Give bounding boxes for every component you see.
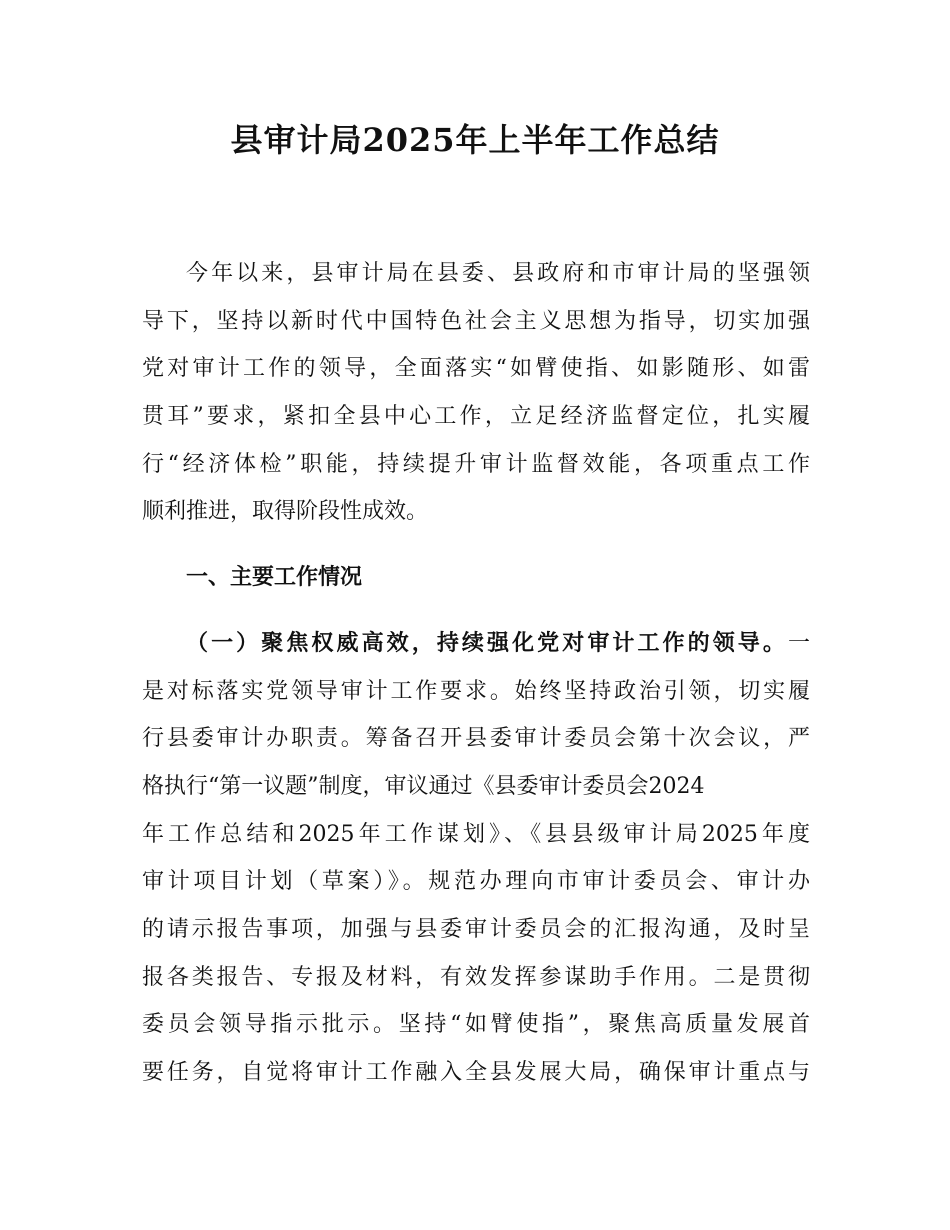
paragraph-line: 报各类报告、专报及材料，有效发挥参谋助手作用。二是贯彻	[142, 964, 810, 990]
paragraph-line	[142, 620, 810, 668]
paragraph-line: 党对审计工作的领导，全面落实“如臂使指、如影随形、如雷	[142, 356, 810, 382]
paragraph-line: 顺利推进，取得阶段性成效。	[142, 499, 429, 525]
document-body	[142, 250, 810, 1097]
paragraph-line: 行“经济体检”职能，持续提升审计监督效能，各项重点工作	[142, 451, 810, 477]
intro-paragraph	[142, 250, 810, 536]
document-title: 县审计局2025年上半年工作总结	[230, 121, 720, 159]
spacer	[142, 602, 810, 620]
paragraph-text: 一	[787, 630, 810, 656]
paragraph-line: 导下，坚持以新时代中国特色社会主义思想为指导，切实加强	[142, 308, 810, 334]
paragraph-line: 格执行“第一议题”制度，审议通过《县委审计委员会2024	[142, 773, 705, 799]
paragraph-line: 审计项目计划（草案）》。规范办理向市审计委员会、审计办	[142, 869, 810, 895]
paragraph-line: 是对标落实党领导审计工作要求。始终坚持政治引领，切实履	[142, 678, 810, 704]
paragraph-line: 贯耳”要求，紧扣全县中心工作，立足经济监督定位，扎实履	[142, 404, 810, 430]
section-heading: 一、主要工作情况	[186, 564, 363, 591]
subsection-heading: （一）聚焦权威高效，持续强化党对审计工作的领导。	[186, 629, 788, 656]
subsection-paragraph	[142, 620, 810, 1097]
spacer	[142, 536, 810, 554]
paragraph-line: 今年以来，县审计局在县委、县政府和市审计局的坚强领	[186, 261, 810, 286]
paragraph-line: 行县委审计办职责。筹备召开县委审计委员会第十次会议，严	[142, 726, 810, 752]
paragraph-line: 委员会领导指示批示。坚持“如臂使指”，聚焦高质量发展首	[142, 1012, 810, 1038]
paragraph-line: 的请示报告事项，加强与县委审计委员会的汇报沟通，及时呈	[142, 916, 810, 942]
paragraph-line: 年工作总结和2025年工作谋划》、《县县级审计局2025年度	[142, 821, 810, 847]
paragraph-line: 要任务，自觉将审计工作融入全县发展大局，确保审计重点与	[142, 1060, 810, 1085]
